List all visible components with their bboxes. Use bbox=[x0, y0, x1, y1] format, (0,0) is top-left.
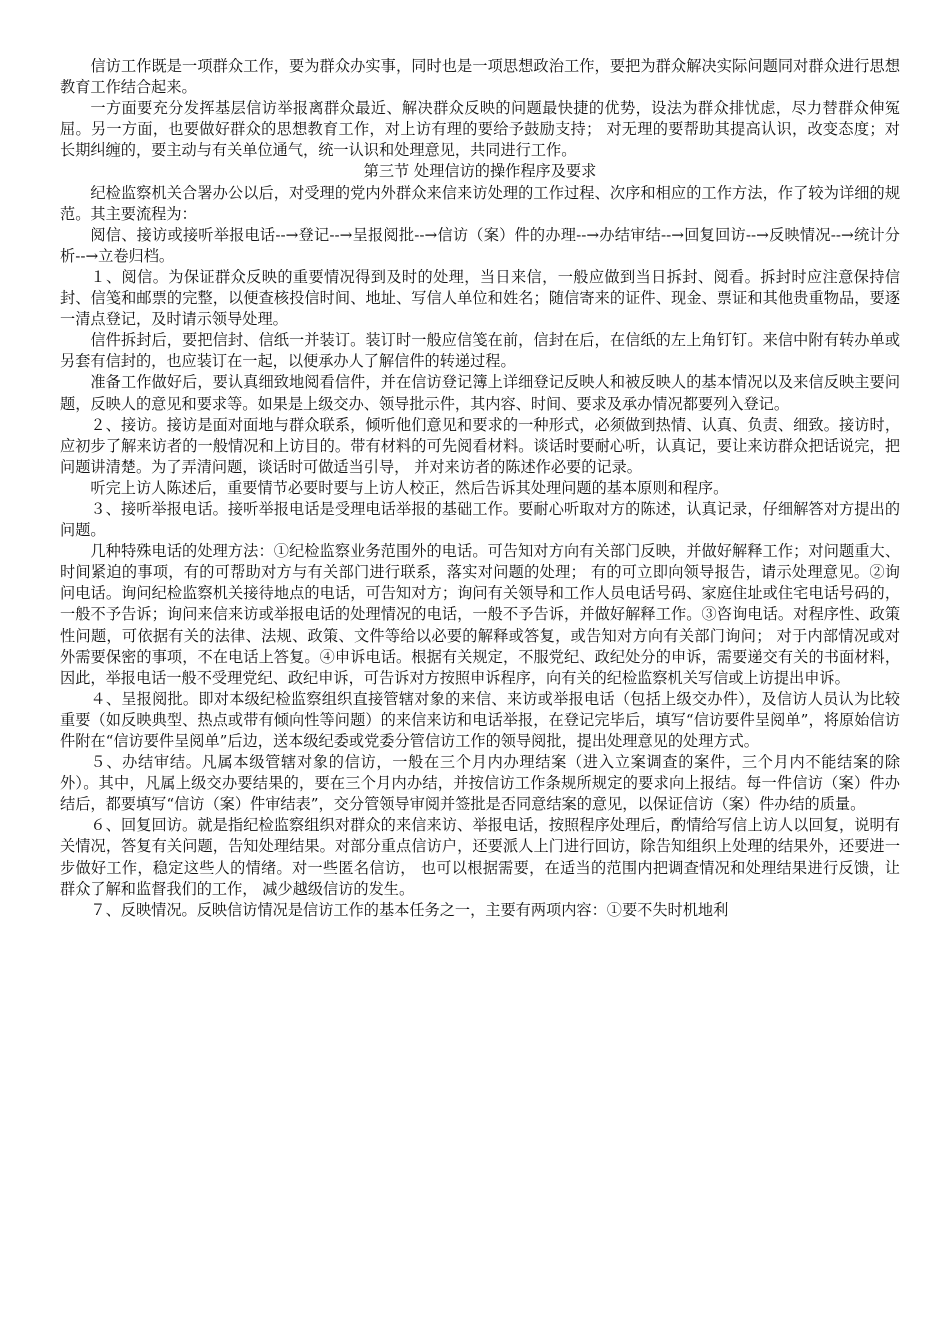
paragraph-step-7-report: ７、反映情况。反映信访情况是信访工作的基本任务之一，主要有两项内容：①要不失时机地利 bbox=[90, 900, 729, 919]
paragraph-flowchart: 阅信、接访或接听举报电话--→登记--→呈报阅批--→信访（案）件的办理--→办结审结--→回复回访--→反映情况--→统计分析--→立卷归档。 bbox=[60, 225, 900, 265]
paragraph-approach: 一方面要充分发挥基层信访举报离群众最近、解决群众反映的问题最快捷的优势，设法为群众排忧虑，尽力替群众伸冤屈。另一方面，也要做好群众的思想教育工作，对上访有理的要给予鼓励支持； 对无理的要帮助其提高认识，改变态度；对长期纠缠的，要主动与有关单位通气，统一认识和处理意见，共同进行工作。 bbox=[60, 99, 900, 160]
document-body bbox=[60, 56, 900, 921]
paragraph-special-calls: 几种特殊电话的处理方法：①纪检监察业务范围外的电话。可告知对方向有关部门反映，并做好解释工作；对问题重大、时间紧迫的事项，有的可帮助对方与有关部门进行联系，落实对问题的处理； 有的可立即向领导报告，请示处理意见。②询问电话。询问纪检监察机关接待地点的电话，可告知对方；询问有关领导和工作人员电话号码、家庭住址或住宅电话号码的，一般不予告诉；询问来信来访或举报电话的处理情况的电话，一般不予告诉，并做好解释工作。③咨询电话。对程序性、政策性问题，可依据有关的法律、法规、政策、文件等给以必要的解释或答复，或告知对方向有关部门询问； 对于内部情况或对外需要保密的事项，不在电话上答复。④申诉电话。根据有关规定，不服党纪、政纪处分的申诉，需要递交有关的书面材料，因此，举报电话一般不受理党纪、政纪申诉，可告诉对方按照申诉程序，向有关的纪检监察机关写信或上访提出申诉。 bbox=[60, 542, 900, 687]
paragraph-step-3-phone: ３、接听举报电话。接听举报电话是受理电话举报的基础工作。要耐心听取对方的陈述，认真记录，仔细解答对方提出的问题。 bbox=[60, 499, 900, 540]
paragraph-step-5-closing: ５、办结审结。凡属本级管辖对象的信访，一般在三个月内办理结案（进入立案调查的案件，三个月内不能结案的除外）。其中，凡属上级交办要结果的，要在三个月内办结，并按信访工作条规所规定的要求向上报结。每一件信访（案）件办结后，都要填写“信访（案）件审结表”，交分管领导审阅并签批是否同意结案的意见，以保证信访（案）件办结的质量。 bbox=[60, 753, 900, 814]
paragraph-procedure-intro: 纪检监察机关合署办公以后，对受理的党内外群众来信来访处理的工作过程、次序和相应的工作方法，作了较为详细的规范。其主要流程为： bbox=[60, 183, 900, 223]
paragraph-visit-followup: 听完上访人陈述后，重要情节必要时要与上访人校正，然后告诉其处理问题的基本原则和程序。 bbox=[90, 478, 729, 497]
paragraph-registration: 准备工作做好后，要认真细致地阅看信件，并在信访登记簿上详细登记反映人和被反映人的基本情况以及来信反映主要问题，反映人的意见和要求等。如果是上级交办、领导批示件，其内容、时间、要求及承办情况都要列入登记。 bbox=[60, 373, 900, 413]
paragraph-step-1-reading: １、阅信。为保证群众反映的重要情况得到及时的处理，当日来信，一般应做到当日拆封、阅看。拆封时应注意保持信封、信笺和邮票的完整，以便查核投信时间、地址、写信人单位和姓名；随信寄来的证件、现金、票证和其他贵重物品，要逐一清点登记，及时请示领导处理。 bbox=[60, 267, 900, 329]
section-heading: 第三节 处理信访的操作程序及要求 bbox=[363, 162, 597, 181]
paragraph-binding: 信件拆封后，要把信封、信纸一并装订。装订时一般应信笺在前，信封在后，在信纸的左上角钉钉。来信中附有转办单或另套有信封的，也应装订在一起，以便承办人了解信件的转递过程。 bbox=[60, 331, 900, 371]
paragraph-step-4-review: ４、呈报阅批。即对本级纪检监察组织直接管辖对象的来信、来访或举报电话（包括上级交办件），及信访人员认为比较重要（如反映典型、热点或带有倾向性等问题）的来信来访和电话举报，在登记完毕后，填写“信访要件呈阅单”，将原始信访件附在“信访要件呈阅单”后边，送本级纪委或党委分管信访工作的领导阅批，提出处理意见的处理方式。 bbox=[60, 689, 900, 750]
paragraph-step-6-reply: ６、回复回访。就是指纪检监察组织对群众的来信来访、举报电话，按照程序处理后，酌情给写信上访人以回复，说明有关情况，答复有关问题，告知处理结果。对部分重点信访户，还要派人上门进行回访，除告知组织上处理的结果外，还要进一步做好工作，稳定这些人的情绪。对一些匿名信访， 也可以根据需要，在适当的范围内把调查情况和处理结果进行反馈，让群众了解和监督我们的工作， 减少越级信访的发生。 bbox=[60, 816, 900, 898]
paragraph-step-2-visits: ２、接访。接访是面对面地与群众联系，倾听他们意见和要求的一种形式，必须做到热情、认真、负责、细致。接访时，应初步了解来访者的一般情况和上访目的。带有材料的可先阅看材料。谈话时要耐心听，认真记，要让来访群众把话说完，把问题讲清楚。为了弄清问题，谈话时可做适当引导， 并对来访者的陈述作必要的记录。 bbox=[60, 415, 900, 476]
paragraph-intro: 信访工作既是一项群众工作，要为群众办实事，同时也是一项思想政治工作，要把为群众解决实际问题同对群众进行思想教育工作结合起来。 bbox=[60, 57, 900, 97]
